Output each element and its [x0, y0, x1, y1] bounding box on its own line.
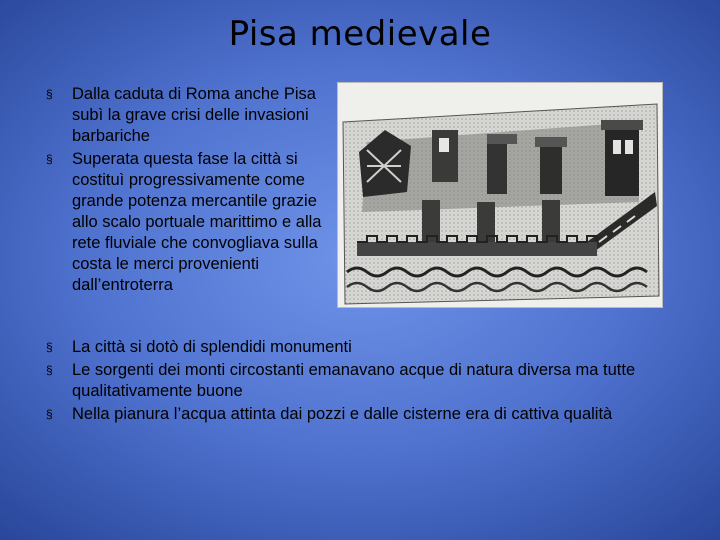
bullet-item [46, 337, 652, 358]
bullet-text: La città si dotò di splendidi monumenti [72, 338, 352, 356]
medieval-relief-photo [337, 82, 663, 308]
bullet-text: Dalla caduta di Roma anche Pisa subì la grave crisi delle invasioni barbariche [72, 85, 316, 145]
bullet-text: Le sorgenti dei monti circostanti emanavano acque di natura diversa ma tutte qualitativamente buone [72, 361, 636, 400]
bullet-text: Nella pianura l’acqua attinta dai pozzi e dalle cisterne era di cattiva qualità [72, 405, 613, 423]
bullet-marker-icon: § [46, 152, 53, 166]
bullet-marker-icon: § [46, 87, 53, 101]
top-bullet-list [46, 84, 332, 298]
relief-image-icon [337, 82, 663, 308]
bullet-marker-icon: § [46, 407, 53, 421]
bullet-item [46, 404, 652, 425]
bullet-item [46, 149, 332, 296]
bullet-marker-icon: § [46, 340, 53, 354]
bullet-text: Superata questa fase la città si costituì progressivamente come grande potenza mercantile grazie allo scalo portuale marittimo e alla rete fluviale che convogliava sulla costa le merci provenienti dall’entroterra [72, 150, 322, 294]
bullet-item [46, 360, 652, 402]
bullet-marker-icon: § [46, 363, 53, 377]
slide-title: Pisa medievale [228, 14, 492, 54]
bottom-bullet-list [46, 337, 652, 427]
bullet-item [46, 84, 332, 147]
